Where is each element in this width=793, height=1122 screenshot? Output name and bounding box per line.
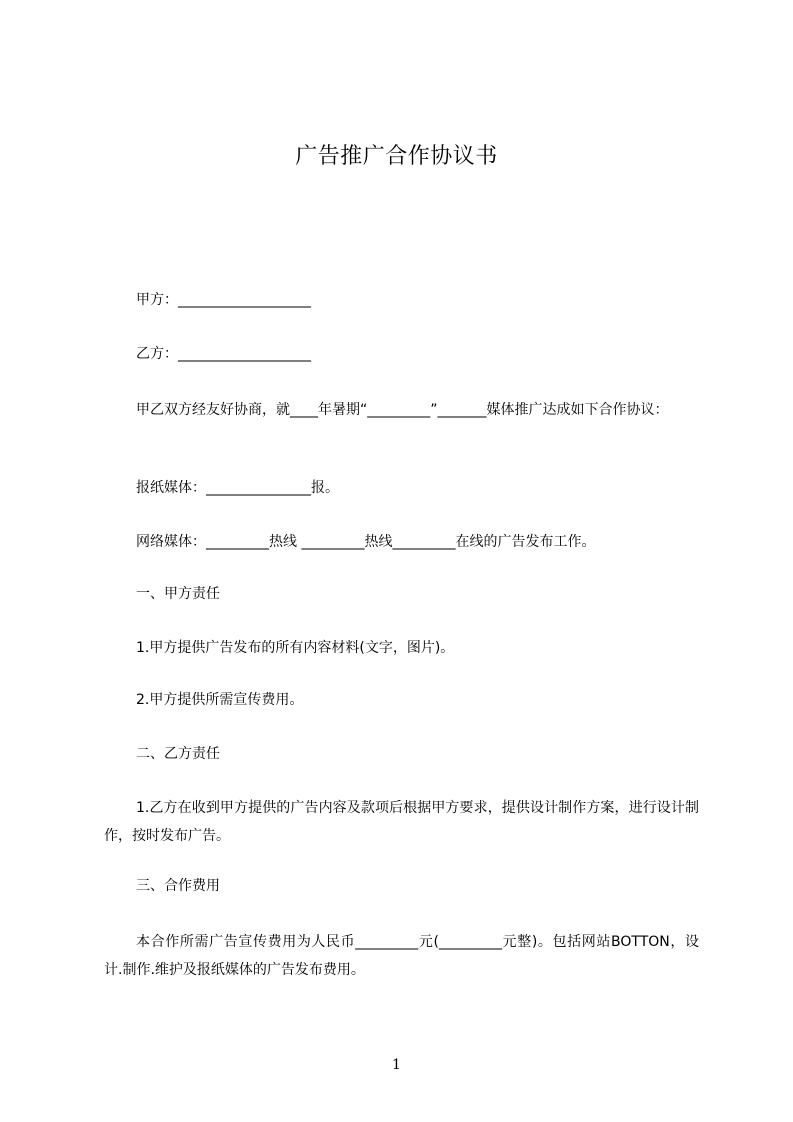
section-3-text: 本合作所需广告宣传费用为人民币_________元(_________元整)。包括网站BOTTON，设计.制作.维护及报纸媒体的广告发布费用。 [104,934,699,978]
section-1-item-2: 2.甲方提供所需宣传费用。 [136,692,304,708]
newspaper-media-line: 报纸媒体：_______________报。 [136,480,339,496]
party-a-line: 甲方：___________________ [136,292,311,308]
intro-paragraph: 甲乙双方经友好协商，就____年暑期“_________”_______媒体推广达成如下合作协议： [136,402,669,418]
page-number: 1 [392,1057,401,1073]
section-2-item-1: 1.乙方在收到甲方提供的广告内容及款项后根据甲方要求，提供设计制作方案，进行设计制作，按时发布广告。 [104,800,699,844]
section-2-heading: 二、乙方责任 [136,746,220,762]
party-b-line: 乙方：___________________ [136,346,311,362]
section-1-heading: 一、甲方责任 [136,586,220,602]
network-media-line: 网络媒体：_________热线 _________热线_________在线的广告发布工作。 [136,534,596,550]
section-1-item-1: 1.甲方提供广告发布的所有内容材料(文字，图片)。 [136,640,455,656]
section-3-heading: 三、合作费用 [136,878,220,894]
document-title: 广告推广合作协议书 [295,144,498,169]
